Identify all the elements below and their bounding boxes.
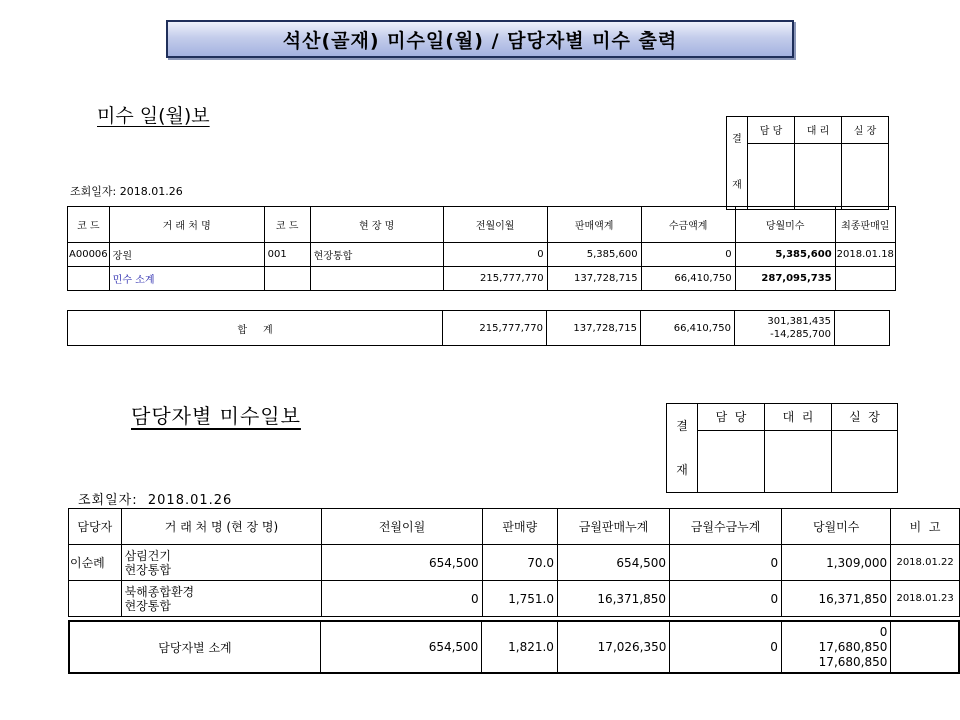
approval-col-director: 실 장 bbox=[842, 117, 889, 144]
column-header: 당월미수 bbox=[735, 207, 835, 243]
approval-col-deputy: 대 리 bbox=[765, 404, 832, 431]
section2-subtotal-table bbox=[68, 620, 960, 674]
total-last-sale-date bbox=[835, 311, 890, 346]
cell-sales-total: 16,371,850 bbox=[558, 581, 670, 617]
total-sales: 137,728,715 bbox=[547, 311, 641, 346]
table-row bbox=[69, 581, 960, 617]
table-header-row bbox=[68, 207, 896, 243]
report-title-banner: 석산(골재) 미수일(월) / 담당자별 미수 출력 bbox=[166, 20, 794, 58]
subtotal-note bbox=[891, 621, 959, 673]
total-unpaid: 301,381,435 -14,285,700 bbox=[735, 311, 835, 346]
cell-unpaid: 5,385,600 bbox=[735, 243, 835, 267]
approval-sign-director bbox=[832, 430, 898, 492]
cell-sales-total: 654,500 bbox=[558, 545, 670, 581]
cell-code: A00006 bbox=[68, 243, 110, 267]
column-header: 당월미수 bbox=[782, 509, 891, 545]
column-header: 코 드 bbox=[264, 207, 310, 243]
approval-col-director: 실 장 bbox=[832, 404, 898, 431]
section2-heading: 담당자별 미수일보 bbox=[131, 404, 301, 428]
cell-site bbox=[310, 267, 443, 291]
section1-query-date: 조회일자: 2018.01.26 bbox=[70, 185, 183, 198]
cell-collected: 66,410,750 bbox=[641, 267, 735, 291]
cell-collected-total: 0 bbox=[670, 545, 782, 581]
cell-last-sale-date: 2018.01.18 bbox=[835, 243, 895, 267]
column-header: 판매량 bbox=[482, 509, 557, 545]
approval-col-staff: 담 당 bbox=[748, 117, 795, 144]
column-header: 거 래 처 명 (현 장 명) bbox=[121, 509, 322, 545]
cell-client-site: 북해종합환경 현장통합 bbox=[121, 581, 322, 617]
column-header: 금월수금누계 bbox=[670, 509, 782, 545]
subtotal-qty: 1,821.0 bbox=[482, 621, 558, 673]
approval-col-deputy: 대 리 bbox=[795, 117, 842, 144]
cell-sales: 137,728,715 bbox=[547, 267, 641, 291]
cell-last-sale-date bbox=[835, 267, 895, 291]
subtotal-collected-total: 0 bbox=[670, 621, 782, 673]
cell-manager bbox=[69, 581, 122, 617]
cell-unpaid: 287,095,735 bbox=[735, 267, 835, 291]
total-collected: 66,410,750 bbox=[641, 311, 735, 346]
column-header: 전월이월 bbox=[443, 207, 547, 243]
table-row-subtotal bbox=[68, 267, 896, 291]
approval-side-label: 결 재 bbox=[667, 404, 698, 493]
cell-qty: 1,751.0 bbox=[482, 581, 557, 617]
subtotal-sales-total: 17,026,350 bbox=[557, 621, 669, 673]
section1-approval-box bbox=[726, 116, 889, 210]
approval-sign-deputy bbox=[765, 430, 832, 492]
subtotal-row bbox=[69, 621, 959, 673]
subtotal-prev-balance: 654,500 bbox=[320, 621, 481, 673]
cell-collected: 0 bbox=[641, 243, 735, 267]
total-label: 합 계 bbox=[68, 311, 443, 346]
table-header-row bbox=[69, 509, 960, 545]
column-header: 비 고 bbox=[891, 509, 960, 545]
subtotal-unpaid: 0 17,680,850 17,680,850 bbox=[781, 621, 890, 673]
section1-total-table bbox=[67, 310, 890, 346]
approval-col-staff: 담 당 bbox=[698, 404, 765, 431]
approval-sign-staff bbox=[698, 430, 765, 492]
cell-note: 2018.01.22 bbox=[891, 545, 960, 581]
cell-site-code: 001 bbox=[264, 243, 310, 267]
section1-heading: 미수 일(월)보 bbox=[97, 105, 210, 127]
cell-site-code bbox=[264, 267, 310, 291]
column-header: 담당자 bbox=[69, 509, 122, 545]
approval-side-label: 결 재 bbox=[727, 117, 748, 210]
column-header: 코 드 bbox=[68, 207, 110, 243]
section2-approval-box bbox=[666, 403, 898, 493]
cell-prev-balance: 654,500 bbox=[322, 545, 482, 581]
total-row bbox=[68, 311, 890, 346]
cell-note: 2018.01.23 bbox=[891, 581, 960, 617]
column-header: 최종판매일 bbox=[835, 207, 895, 243]
cell-code bbox=[68, 267, 110, 291]
table-row bbox=[68, 243, 896, 267]
cell-client: 장원 bbox=[109, 243, 264, 267]
section2-manager-table bbox=[68, 508, 960, 617]
cell-prev-balance: 215,777,770 bbox=[443, 267, 547, 291]
cell-site: 현장통합 bbox=[310, 243, 443, 267]
cell-sales: 5,385,600 bbox=[547, 243, 641, 267]
column-header: 전월이월 bbox=[322, 509, 482, 545]
cell-prev-balance: 0 bbox=[322, 581, 482, 617]
approval-sign-staff bbox=[748, 143, 795, 209]
subtotal-label: 담당자별 소계 bbox=[69, 621, 320, 673]
cell-qty: 70.0 bbox=[482, 545, 557, 581]
section2-query-date: 조회일자: 2018.01.26 bbox=[78, 493, 233, 508]
table-row bbox=[69, 545, 960, 581]
column-header: 판매액계 bbox=[547, 207, 641, 243]
column-header: 수금액계 bbox=[641, 207, 735, 243]
approval-sign-deputy bbox=[795, 143, 842, 209]
cell-client-site: 삼림건기 현장통합 bbox=[121, 545, 322, 581]
cell-unpaid: 16,371,850 bbox=[782, 581, 891, 617]
approval-sign-director bbox=[842, 143, 889, 209]
column-header: 거 래 처 명 bbox=[109, 207, 264, 243]
column-header: 금월판매누계 bbox=[558, 509, 670, 545]
cell-client: 민수 소계 bbox=[109, 267, 264, 291]
cell-unpaid: 1,309,000 bbox=[782, 545, 891, 581]
cell-prev-balance: 0 bbox=[443, 243, 547, 267]
cell-collected-total: 0 bbox=[670, 581, 782, 617]
section1-receivables-table bbox=[67, 206, 896, 291]
column-header: 현 장 명 bbox=[310, 207, 443, 243]
total-prev-balance: 215,777,770 bbox=[443, 311, 547, 346]
cell-manager: 이순례 bbox=[69, 545, 122, 581]
